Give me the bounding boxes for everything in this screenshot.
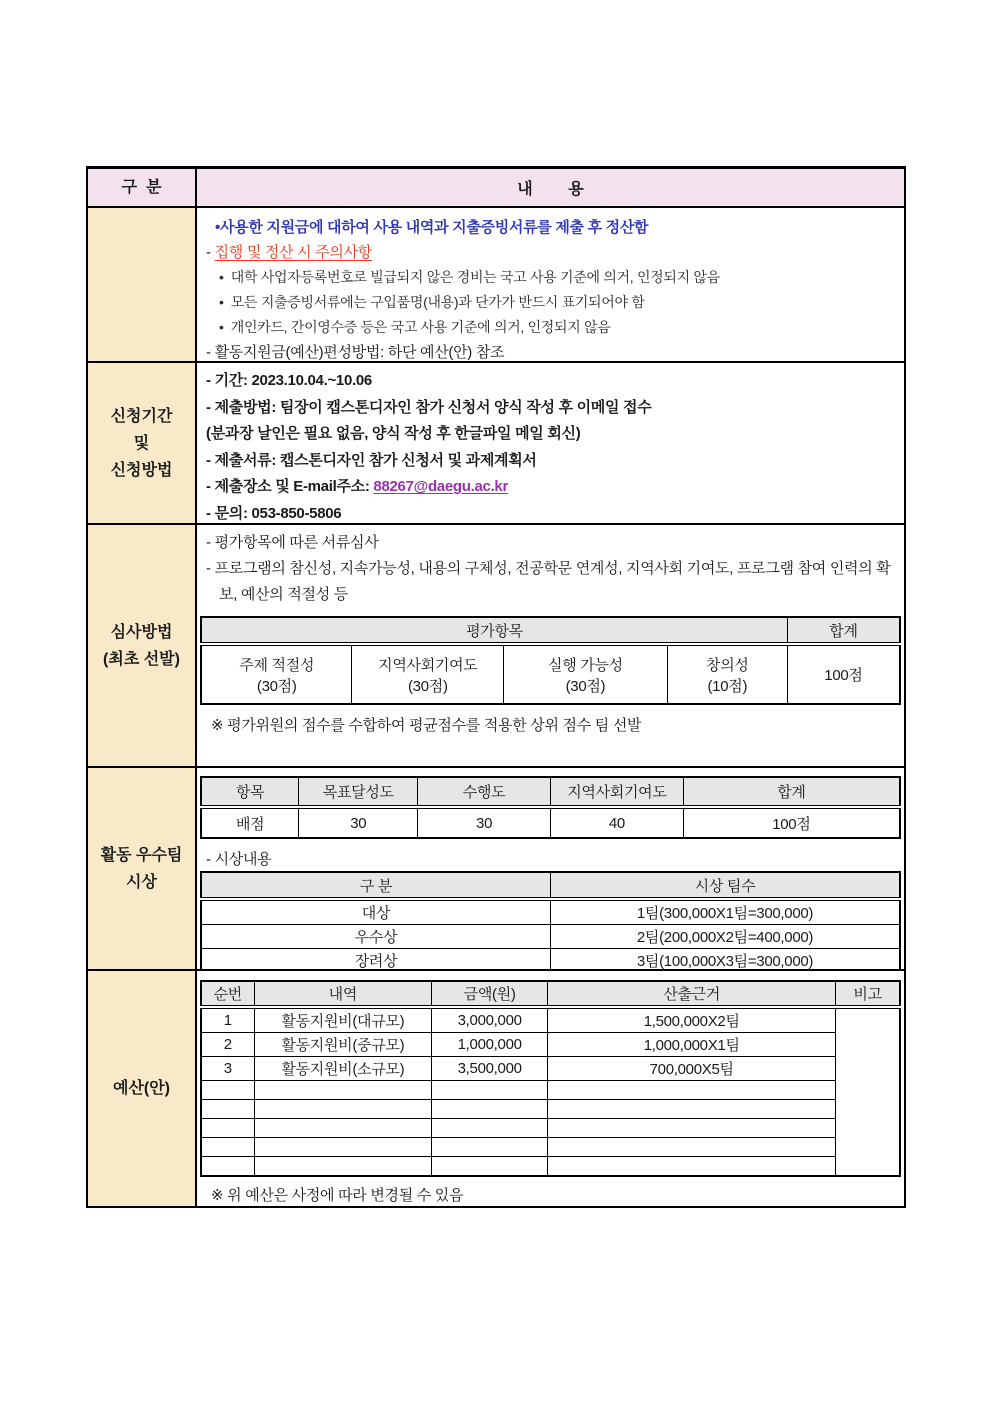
label-line: (최초 선발) (103, 650, 180, 668)
score-cell: 30 (299, 807, 418, 838)
eval-item-name: 창의성 (706, 656, 749, 674)
empty-cell (432, 1157, 548, 1176)
review-criteria-line: - 프로그램의 참신성, 지속가능성, 내용의 구체성, 전공학문 연계성, 지역사회 기여도, 프로그램 참여 인력의 확보, 예산의 적절성 등 (206, 560, 891, 603)
empty-cell (254, 1100, 432, 1119)
budget-amount: 3,000,000 (432, 1007, 548, 1033)
label-line: 및 (133, 434, 150, 452)
column-header: 항목 (201, 777, 299, 807)
score-table (200, 776, 901, 839)
budget-table (200, 980, 901, 1177)
application-period-line: - 기간: 2023.10.04.~10.06 (206, 372, 372, 389)
section-review (88, 523, 904, 766)
award-table (200, 871, 901, 974)
empty-cell (201, 1119, 254, 1138)
budget-table-row (201, 1057, 900, 1081)
section-award (88, 766, 904, 969)
section-budget (88, 969, 904, 1206)
column-header: 비고 (836, 981, 900, 1007)
eval-cell (352, 644, 504, 704)
label-line: 심사방법 (110, 623, 173, 641)
empty-cell (432, 1081, 548, 1100)
budget-table-row (201, 1033, 900, 1057)
column-header-total: 합계 (787, 617, 900, 644)
eval-item-score: (30점) (565, 677, 606, 695)
award-table-row (201, 899, 900, 925)
submission-method-line: - 제출방법: 팀장이 캡스톤디자인 참가 신청서 양식 작성 후 이메일 접수 (206, 398, 652, 416)
budget-method-line: - 활동지원금(예산)편성방법: 하단 예산(안) 참조 (206, 344, 505, 361)
submission-email-line (206, 474, 904, 501)
score-cell: 30 (418, 807, 551, 838)
empty-cell (432, 1119, 548, 1138)
empty-cell (548, 1081, 836, 1100)
award-table-row (201, 925, 900, 949)
notice-table (86, 166, 906, 1208)
section-application-content (197, 363, 904, 523)
award-teams: 3팀(100,000X3팀=300,000) (551, 949, 901, 974)
score-cell: 100점 (683, 807, 900, 838)
review-line: - 평가항목에 따른 서류심사 (206, 534, 379, 551)
label-line: 신청기간 (110, 407, 173, 425)
section-review-label (88, 525, 197, 766)
caution-bullet: • 대학 사업자등록번호로 빌급되지 않은 경비는 국고 사용 기준에 의거, 인정되지 않음 (219, 269, 720, 285)
header-category: 구 분 (88, 169, 197, 206)
section-application (88, 361, 904, 523)
budget-amount: 1,000,000 (432, 1033, 548, 1057)
evaluation-table (200, 616, 901, 705)
submission-documents-line: - 제출서류: 캡스톤디자인 참가 신청서 및 과제계획서 (206, 451, 537, 469)
section-review-content (197, 525, 904, 766)
empty-cell (548, 1157, 836, 1176)
empty-cell (432, 1138, 548, 1157)
empty-cell (254, 1138, 432, 1157)
budget-basis: 1,500,000X2팀 (548, 1007, 836, 1033)
budget-basis: 700,000X5팀 (548, 1057, 836, 1081)
column-header: 수행도 (418, 777, 551, 807)
award-table-row (201, 949, 900, 974)
budget-note: ※ 위 예산은 사정에 따라 변경될 수 있음 (211, 1186, 464, 1204)
caution-title-line (206, 240, 904, 265)
award-teams: 2팀(200,000X2팀=400,000) (551, 925, 901, 949)
eval-cell (667, 644, 787, 704)
label-line: 예산(안) (112, 1080, 171, 1097)
empty-cell (432, 1100, 548, 1119)
empty-cell (254, 1081, 432, 1100)
budget-empty-row (201, 1100, 900, 1119)
column-header: 금액(원) (432, 981, 548, 1007)
award-grade: 대상 (201, 899, 551, 925)
email-link[interactable]: 88267@daegu.ac.kr (373, 478, 509, 495)
empty-cell (201, 1157, 254, 1176)
label-line: 신청방법 (110, 461, 173, 479)
eval-item-score: (10점) (707, 677, 748, 695)
caution-bullet: • 모든 지출증빙서류에는 구입품명(내용)과 단가가 반드시 표기되어야 함 (219, 294, 645, 310)
score-cell: 40 (550, 807, 683, 838)
empty-cell (548, 1138, 836, 1157)
budget-empty-row (201, 1081, 900, 1100)
settlement-highlight-line: •사용한 지원금에 대하여 사용 내역과 지출증빙서류를 제출 후 정산함 (215, 219, 649, 236)
empty-cell (254, 1119, 432, 1138)
section-settlement-content (197, 208, 904, 361)
section-settlement-label (88, 208, 197, 361)
column-header-items: 평가항목 (201, 617, 787, 644)
column-header: 내역 (254, 981, 432, 1007)
evaluation-table-header-row (201, 617, 900, 644)
section-budget-content (197, 971, 904, 1206)
column-header: 순번 (201, 981, 254, 1007)
table-header-row (88, 169, 904, 206)
award-teams: 1팀(300,000X1팀=300,000) (551, 899, 901, 925)
score-table-header-row (201, 777, 900, 807)
label-line: 시상 (126, 873, 157, 891)
budget-item: 활동지원비(중규모) (254, 1033, 432, 1057)
section-settlement (88, 206, 904, 361)
budget-no: 2 (201, 1033, 254, 1057)
score-table-data-row (201, 807, 900, 838)
budget-empty-row (201, 1119, 900, 1138)
budget-empty-row (201, 1157, 900, 1176)
budget-empty-row (201, 1138, 900, 1157)
section-award-content (197, 768, 904, 969)
email-prefix: - 제출장소 및 E-mail주소: (206, 478, 374, 495)
column-header: 합계 (683, 777, 900, 807)
section-application-label (88, 363, 197, 523)
eval-item-name: 실행 가능성 (548, 656, 623, 674)
empty-cell (254, 1157, 432, 1176)
budget-no: 1 (201, 1007, 254, 1033)
eval-item-score: (30점) (256, 677, 297, 695)
column-header: 목표달성도 (299, 777, 418, 807)
caution-dash: - (206, 244, 215, 261)
review-note: ※ 평가위원의 점수를 수합하여 평균점수를 적용한 상위 점수 팀 선발 (211, 717, 642, 734)
empty-cell (548, 1100, 836, 1119)
empty-cell (201, 1081, 254, 1100)
label-line: 활동 우수팀 (100, 846, 183, 864)
budget-table-header-row (201, 981, 900, 1007)
column-header: 산출근거 (548, 981, 836, 1007)
empty-cell (201, 1138, 254, 1157)
eval-item-name: 지역사회기여도 (378, 656, 478, 674)
eval-total-cell: 100점 (787, 644, 900, 704)
award-grade: 우수상 (201, 925, 551, 949)
evaluation-table-data-row (201, 644, 900, 704)
budget-item: 활동지원비(소규모) (254, 1057, 432, 1081)
award-table-header-row (201, 872, 900, 899)
caution-bullet: • 개인카드, 간이영수증 등은 국고 사용 기준에 의거, 인정되지 않음 (219, 319, 611, 335)
eval-item-name: 주제 적절성 (239, 656, 315, 674)
caution-title: 집행 및 정산 시 주의사항 (214, 244, 372, 261)
header-content-label: 내 용 (517, 181, 584, 198)
column-header: 구 분 (201, 872, 551, 899)
eval-cell (201, 644, 352, 704)
award-grade: 장려상 (201, 949, 551, 974)
budget-basis: 1,000,000X1팀 (548, 1033, 836, 1057)
budget-no: 3 (201, 1057, 254, 1081)
column-header: 지역사회기여도 (550, 777, 683, 807)
budget-table-row (201, 1007, 900, 1033)
budget-remarks-cell (836, 1007, 900, 1176)
section-award-label (88, 768, 197, 969)
column-header: 시상 팀수 (551, 872, 901, 899)
eval-cell (504, 644, 668, 704)
header-content (197, 169, 904, 206)
submission-method-note: (분과장 날인은 필요 없음, 양식 작성 후 한글파일 메일 회신) (206, 425, 581, 442)
empty-cell (548, 1119, 836, 1138)
eval-item-score: (30점) (407, 677, 448, 695)
budget-item: 활동지원비(대규모) (254, 1007, 432, 1033)
empty-cell (201, 1100, 254, 1119)
award-intro-line: - 시상내용 (206, 851, 272, 868)
score-cell: 배점 (201, 807, 299, 838)
budget-amount: 3,500,000 (432, 1057, 548, 1081)
section-budget-label (88, 971, 197, 1206)
contact-line: - 문의: 053-850-5806 (206, 504, 342, 522)
